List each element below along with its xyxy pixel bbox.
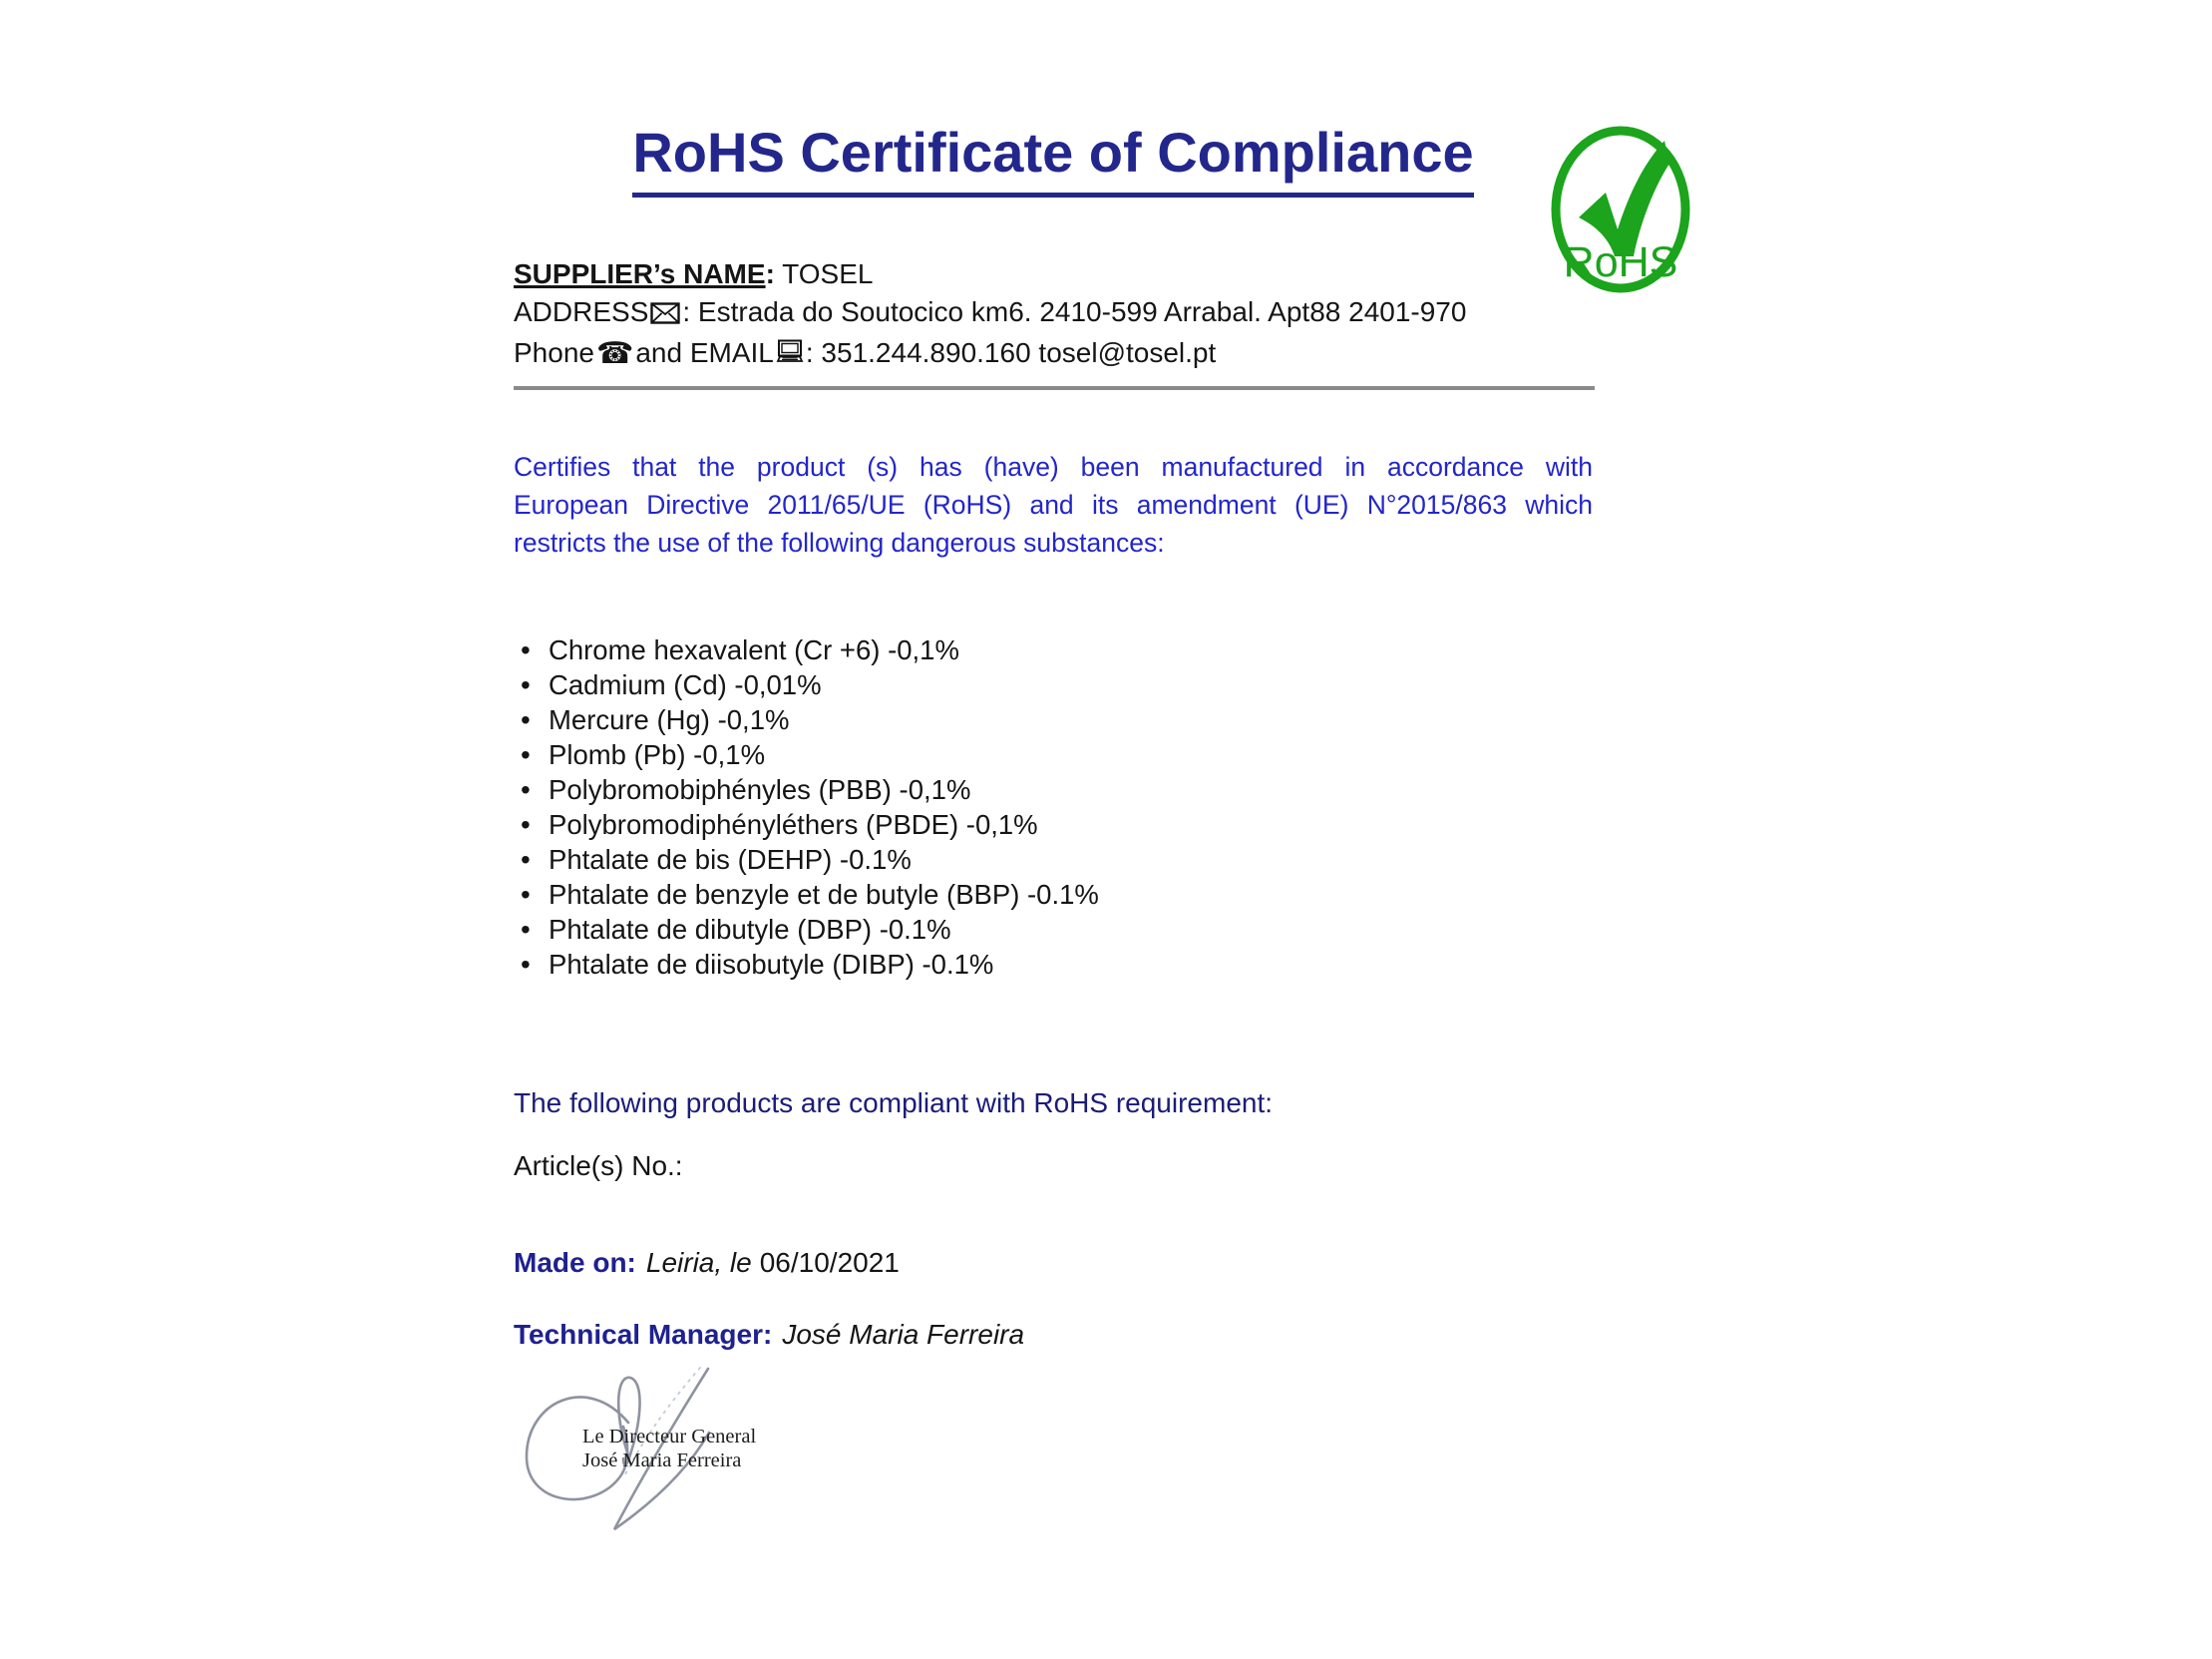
list-item: • Plomb (Pb) -0,1% (517, 737, 1099, 772)
phone-icon: ☎ (595, 337, 634, 370)
substances-list (517, 632, 1099, 982)
certification-line: Certifies that the product (s) has (have) been manufactured in accordance with (514, 452, 1593, 482)
page-title-text: RoHS Certificate of Compliance (632, 120, 1473, 198)
section-divider (514, 386, 1595, 390)
address-value: : Estrada do Soutocico km6. 2410-599 Arrabal. Apt88 2401-970 (682, 296, 1467, 327)
made-on-line (514, 1247, 900, 1279)
made-on-label: Made on: (514, 1247, 636, 1278)
computer-icon (776, 337, 804, 375)
certification-line: European Directive 2011/65/UE (RoHS) and its amendment (UE) N°2015/863 which (514, 490, 1593, 520)
certification-paragraph (514, 448, 1593, 562)
made-on-date: 06/10/2021 (759, 1247, 900, 1278)
compliance-statement: The following products are compliant with RoHS requirement: (514, 1087, 1274, 1118)
list-item: • Polybromobiphényles (PBB) -0,1% (517, 772, 1099, 807)
phone-label: Phone (514, 337, 594, 368)
supplier-address-line (514, 293, 1466, 334)
list-item: • Phtalate de bis (DEHP) -0.1% (517, 842, 1099, 877)
rohs-logo-graphic (1548, 124, 1693, 295)
technical-manager-label: Technical Manager: (514, 1319, 773, 1350)
list-item: • Polybromodiphényléthers (PBDE) -0,1% (517, 807, 1099, 842)
signature-caption (582, 1425, 756, 1472)
address-label: ADDRESS (514, 296, 649, 327)
rohs-logo (1548, 124, 1693, 300)
signature-caption-line2: José Maria Ferreira (582, 1450, 742, 1471)
list-item: • Cadmium (Cd) -0,01% (517, 667, 1099, 702)
list-item: • Phtalate de diisobutyle (DIBP) -0.1% (517, 947, 1099, 982)
technical-manager-name: José Maria Ferreira (782, 1319, 1025, 1350)
page-title (514, 120, 1593, 198)
and-email-label: and EMAIL (635, 337, 774, 368)
list-item: • Chrome hexavalent (Cr +6) -0,1% (517, 632, 1099, 667)
technical-manager-line (514, 1319, 1024, 1351)
article-number-label: Article(s) No.: (514, 1150, 683, 1181)
signature-block (511, 1365, 820, 1564)
list-item: • Phtalate de dibutyle (DBP) -0.1% (517, 912, 1099, 947)
supplier-name-colon: : (765, 258, 775, 289)
rohs-logo-label: RoHS (1563, 238, 1678, 286)
made-on-place: Leiria, le (645, 1247, 752, 1278)
supplier-name-line (514, 255, 1466, 293)
list-item: • Mercure (Hg) -0,1% (517, 702, 1099, 737)
supplier-name-value: TOSEL (782, 258, 874, 289)
supplier-block (514, 255, 1466, 375)
signature-caption-line1: Le Directeur General (582, 1426, 757, 1448)
certification-line: restricts the use of the following dangerous substances: (514, 528, 1165, 558)
contact-value: : 351.244.890.160 tosel@tosel.pt (805, 337, 1217, 368)
envelope-icon (650, 296, 680, 334)
supplier-contact-line (514, 334, 1466, 375)
list-item: • Phtalate de benzyle et de butyle (BBP) -0.1% (517, 877, 1099, 912)
supplier-name-label: SUPPLIER’s NAME (514, 258, 766, 289)
